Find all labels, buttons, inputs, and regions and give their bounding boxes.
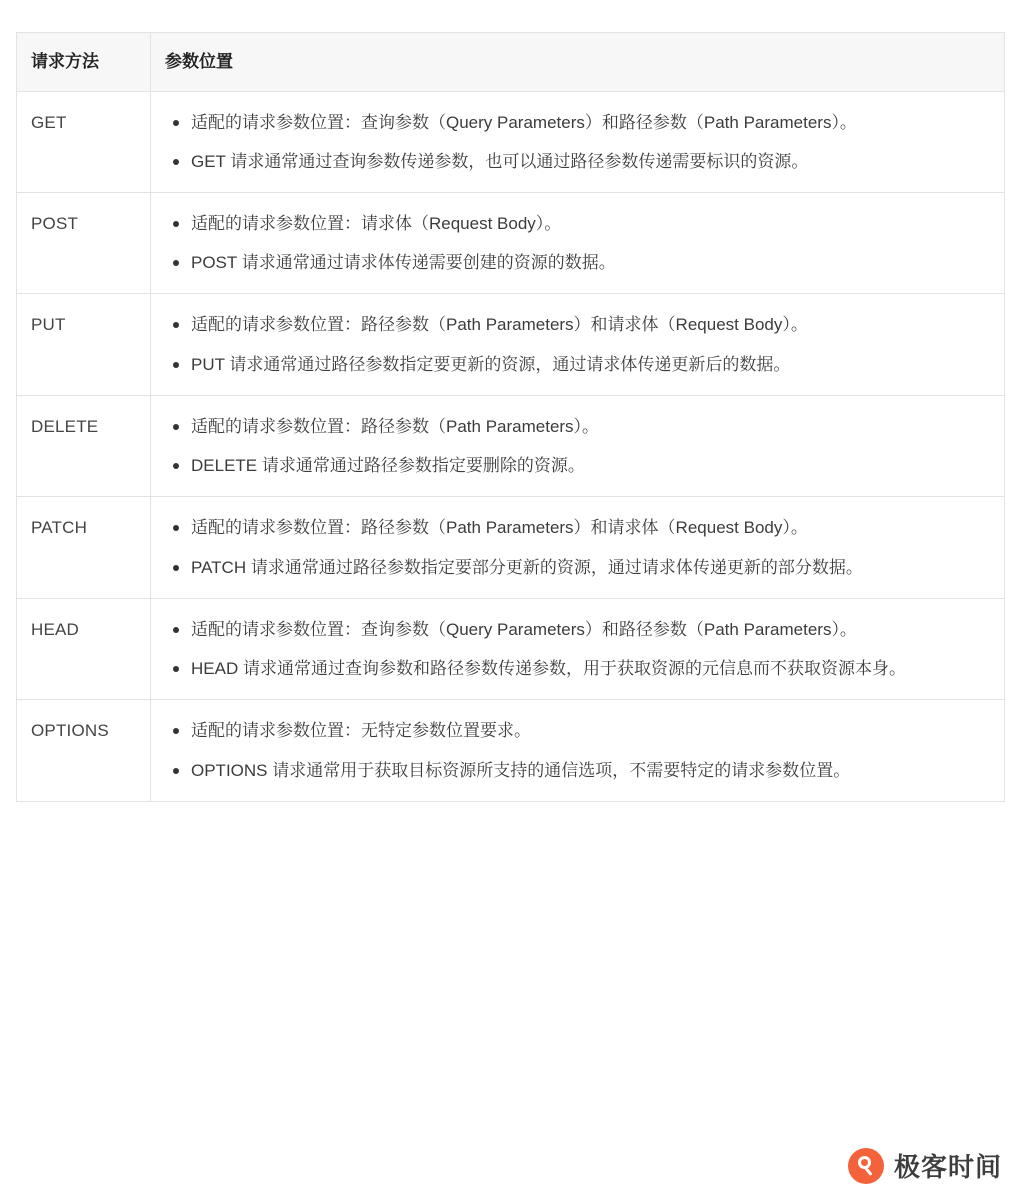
method-name: OPTIONS [17, 700, 151, 801]
method-name: PATCH [17, 497, 151, 598]
list-item: GET 请求通常通过查询参数传递参数，也可以通过路径参数传递需要标识的资源。 [191, 143, 990, 180]
bullet-list [161, 104, 990, 180]
parameter-position-cell [151, 294, 1005, 395]
bullet-list [161, 306, 990, 382]
parameter-position-cell [151, 91, 1005, 192]
list-item: HEAD 请求通常通过查询参数和路径参数传递参数，用于获取资源的元信息而不获取资源本身。 [191, 650, 990, 687]
brand-name: 极客时间 [893, 1152, 1002, 1182]
table-row [17, 192, 1005, 293]
table-header-row [17, 33, 1005, 92]
list-item: 适配的请求参数位置：无特定参数位置要求。 [191, 712, 990, 749]
method-name: DELETE [17, 395, 151, 496]
parameter-position-cell [151, 598, 1005, 699]
geek-time-logo-icon [848, 1148, 884, 1184]
method-name: HEAD [17, 598, 151, 699]
method-name: POST [17, 192, 151, 293]
method-name: GET [17, 91, 151, 192]
list-item: POST 请求通常通过请求体传递需要创建的资源的数据。 [191, 244, 990, 281]
list-item: OPTIONS 请求通常用于获取目标资源所支持的通信选项，不需要特定的请求参数位置。 [191, 752, 990, 789]
table-row [17, 91, 1005, 192]
method-name: PUT [17, 294, 151, 395]
column-header-parameter-position: 参数位置 [151, 33, 1005, 92]
table-row [17, 497, 1005, 598]
parameter-position-cell [151, 395, 1005, 496]
table-row [17, 700, 1005, 801]
list-item: 适配的请求参数位置：请求体（Request Body）。 [191, 205, 990, 242]
http-method-parameter-table [16, 32, 1005, 802]
table-row [17, 598, 1005, 699]
bullet-list [161, 712, 990, 788]
list-item: 适配的请求参数位置：路径参数（Path Parameters）。 [191, 408, 990, 445]
list-item: PATCH 请求通常通过路径参数指定要部分更新的资源，通过请求体传递更新的部分数据。 [191, 549, 990, 586]
parameter-position-cell [151, 192, 1005, 293]
bullet-list [161, 205, 990, 281]
list-item: 适配的请求参数位置：查询参数（Query Parameters）和路径参数（Path Parameters）。 [191, 611, 990, 648]
table-row [17, 395, 1005, 496]
bullet-list [161, 611, 990, 687]
column-header-method: 请求方法 [17, 33, 151, 92]
list-item: PUT 请求通常通过路径参数指定要更新的资源，通过请求体传递更新后的数据。 [191, 346, 990, 383]
list-item: 适配的请求参数位置：查询参数（Query Parameters）和路径参数（Path Parameters）。 [191, 104, 990, 141]
bullet-list [161, 408, 990, 484]
table-body [17, 91, 1005, 801]
bullet-list [161, 509, 990, 585]
list-item: 适配的请求参数位置：路径参数（Path Parameters）和请求体（Request Body）。 [191, 509, 990, 546]
list-item: 适配的请求参数位置：路径参数（Path Parameters）和请求体（Request Body）。 [191, 306, 990, 343]
list-item: DELETE 请求通常通过路径参数指定要删除的资源。 [191, 447, 990, 484]
table-header [17, 33, 1005, 92]
footer-branding [848, 1147, 1002, 1184]
parameter-position-cell [151, 497, 1005, 598]
table-row [17, 294, 1005, 395]
parameter-position-cell [151, 700, 1005, 801]
